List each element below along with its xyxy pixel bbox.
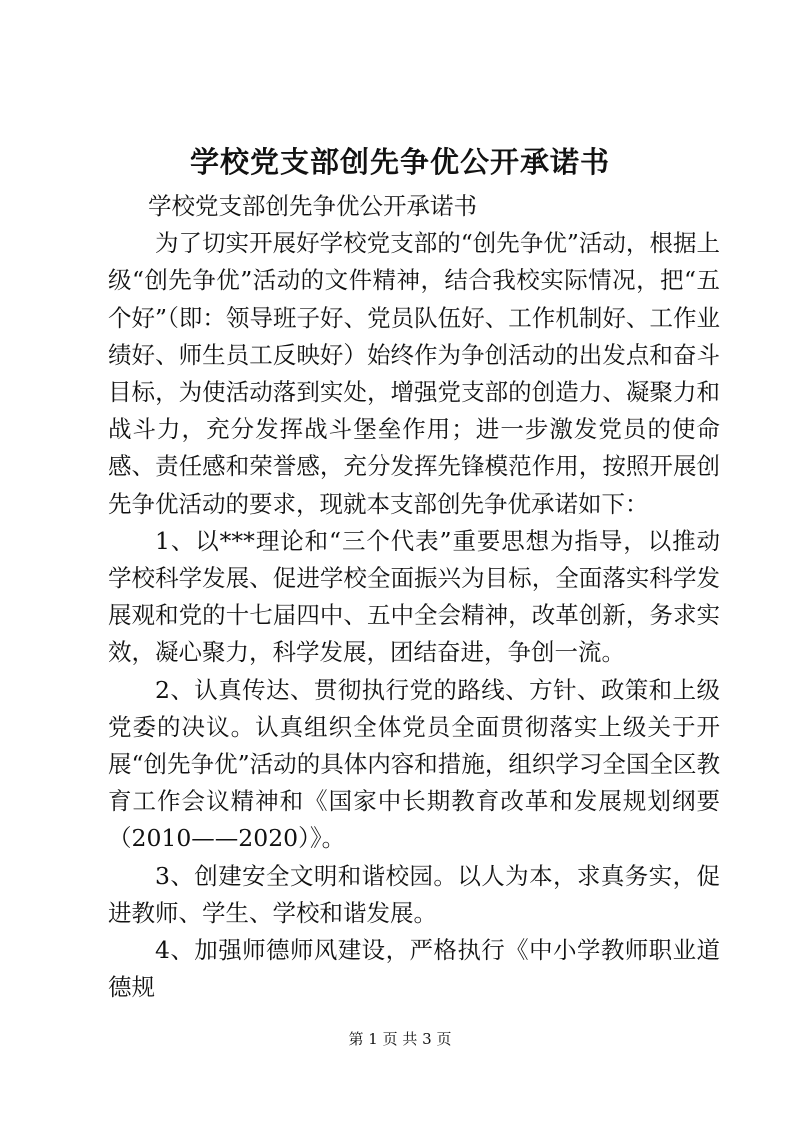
- document-subtitle: 学校党支部创先争优公开承诺书: [148, 192, 477, 220]
- paragraph-item-3: 3、创建安全文明和谐校园。以人为本，求真务实，促进教师、学生、学校和谐发展。: [108, 861, 720, 927]
- paragraph-intro: 为了切实开展好学校党支部的“创先争优”活动，根据上级“创先争优”活动的文件精神，结合我校实际情况，把“五个好”（即：领导班子好、党员队伍好、工作机制好、工作业绩好、师生员工反映好）始终作为争创活动的出发点和奋斗目标，为使活动落到实处，增强党支部的创造力、凝聚力和战斗力，充分发挥战斗堡垒作用；进一步激发党员的使命感、责任感和荣誉感，充分发挥先锋模范作用，按照开展创先争优活动的要求，现就本支部创先争优承诺如下：: [108, 229, 720, 518]
- document-title: 学校党支部创先争优公开承诺书: [189, 145, 610, 179]
- paragraph-item-2: 2、认真传达、贯彻执行党的路线、方针、政策和上级党委的决议。认真组织全体党员全面贯彻落实上级关于开展“创先争优”活动的具体内容和措施，组织学习全国全区教育工作会议精神和《国家中长期教育改革和发展规划纲要（2010——2020）》。: [108, 675, 720, 853]
- document-body: [108, 188, 720, 1006]
- page-number-footer: 第 1 页 共 3 页: [348, 1030, 452, 1048]
- paragraph-item-4: 4、加强师德师风建设，严格执行《中小学教师职业道德规: [108, 936, 720, 1002]
- paragraph-item-1: 1、以***理论和“三个代表”重要思想为指导，以推动学校科学发展、促进学校全面振兴为目标，全面落实科学发展观和党的十七届四中、五中全会精神，改革创新，务求实效，凝心聚力，科学发展，团结奋进，争创一流。: [108, 526, 720, 667]
